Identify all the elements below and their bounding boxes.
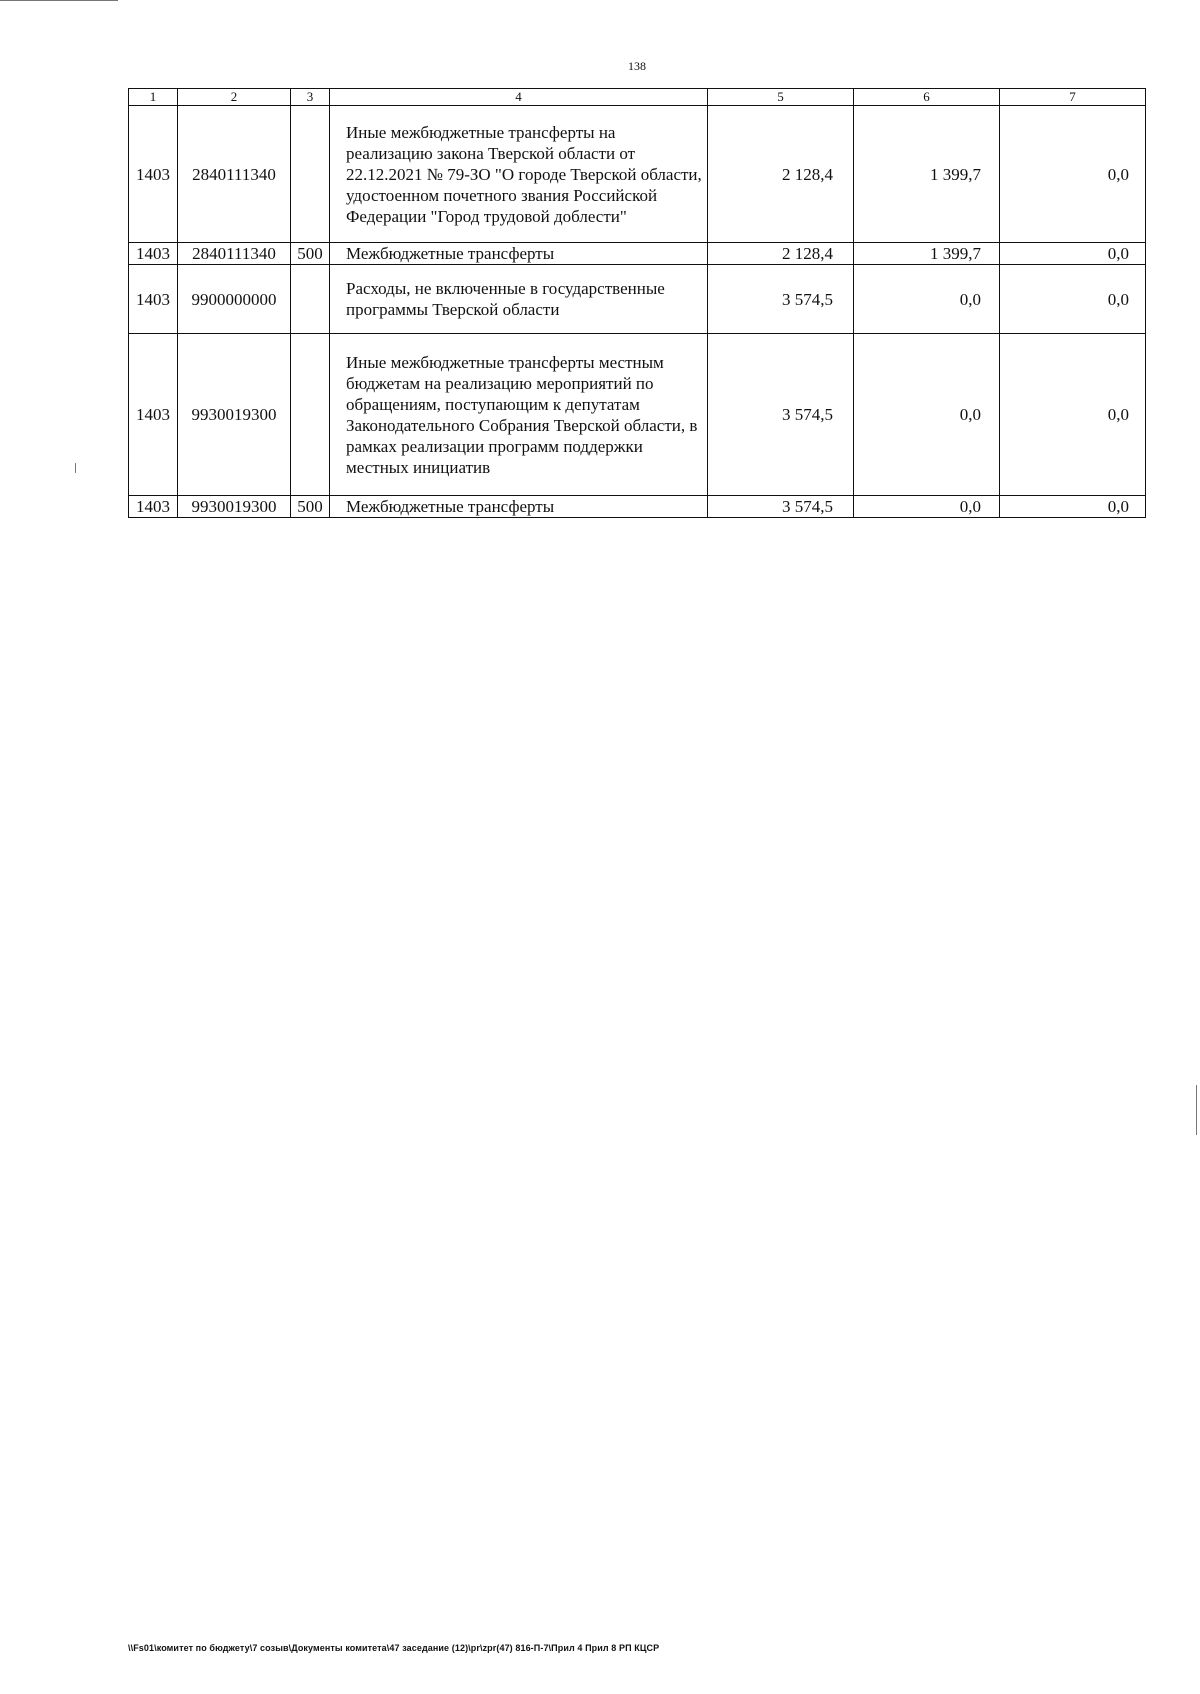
- description-cell: Расходы, не включенные в государственные программы Тверской области: [330, 265, 708, 334]
- description-cell: Межбюджетные трансферты: [330, 243, 708, 265]
- section-cell: 1403: [129, 106, 178, 243]
- amount-6-cell: 0,0: [854, 496, 1000, 518]
- amount-5-cell: 2 128,4: [708, 243, 854, 265]
- amount-5-cell: 3 574,5: [708, 265, 854, 334]
- amount-6-cell: 0,0: [854, 265, 1000, 334]
- amount-6-cell: 0,0: [854, 334, 1000, 496]
- expense-type-cell: [291, 334, 330, 496]
- amount-6-cell: 1 399,7: [854, 243, 1000, 265]
- amount-7-cell: 0,0: [1000, 334, 1146, 496]
- expense-type-cell: 500: [291, 496, 330, 518]
- column-header-7: 7: [1000, 89, 1146, 106]
- target-code-cell: 2840111340: [178, 106, 291, 243]
- table-row: [129, 265, 1146, 334]
- amount-5-cell: 2 128,4: [708, 106, 854, 243]
- target-code-cell: 9930019300: [178, 496, 291, 518]
- description-cell: Межбюджетные трансферты: [330, 496, 708, 518]
- column-header-1: 1: [129, 89, 178, 106]
- section-cell: 1403: [129, 334, 178, 496]
- amount-5-cell: 3 574,5: [708, 334, 854, 496]
- column-header-6: 6: [854, 89, 1000, 106]
- column-header-3: 3: [291, 89, 330, 106]
- amount-6-cell: 1 399,7: [854, 106, 1000, 243]
- expense-type-cell: 500: [291, 243, 330, 265]
- target-code-cell: 9930019300: [178, 334, 291, 496]
- scan-artifact-left-dot: [75, 463, 76, 473]
- description-cell: Иные межбюджетные трансферты на реализацию закона Тверской области от 22.12.2021 № 79-ЗО "О городе Тверской области, удостоенном почетного звания Российской Федерации "Город трудовой доблести": [330, 106, 708, 243]
- page-number: 138: [628, 59, 646, 73]
- section-cell: 1403: [129, 243, 178, 265]
- description-cell: Иные межбюджетные трансферты местным бюджетам на реализацию мероприятий по обращениям, поступающим к депутатам Законодательного Собрания Тверской области, в рамках реализации программ поддержки местных инициатив: [330, 334, 708, 496]
- section-cell: 1403: [129, 496, 178, 518]
- amount-5-cell: 3 574,5: [708, 496, 854, 518]
- table-row: [129, 106, 1146, 243]
- column-header-5: 5: [708, 89, 854, 106]
- section-cell: 1403: [129, 265, 178, 334]
- column-header-2: 2: [178, 89, 291, 106]
- column-header-4: 4: [330, 89, 708, 106]
- amount-7-cell: 0,0: [1000, 496, 1146, 518]
- amount-7-cell: 0,0: [1000, 265, 1146, 334]
- table-row: [129, 334, 1146, 496]
- scan-artifact-right-line: [1196, 1085, 1197, 1135]
- amount-7-cell: 0,0: [1000, 243, 1146, 265]
- footer-file-path: \\Fs01\комитет по бюджету\7 созыв\Документы комитета\47 заседание (12)\pr\zpr(47) 816-П-7\Прил 4 Прил 8 РП КЦСР: [128, 1643, 660, 1653]
- scan-artifact-top-line: [0, 0, 118, 1]
- table-row: [129, 496, 1146, 518]
- target-code-cell: 2840111340: [178, 243, 291, 265]
- expense-type-cell: [291, 106, 330, 243]
- budget-table: [128, 88, 1146, 518]
- table-header-row: [129, 89, 1146, 106]
- target-code-cell: 9900000000: [178, 265, 291, 334]
- amount-7-cell: 0,0: [1000, 106, 1146, 243]
- expense-type-cell: [291, 265, 330, 334]
- table-row: [129, 243, 1146, 265]
